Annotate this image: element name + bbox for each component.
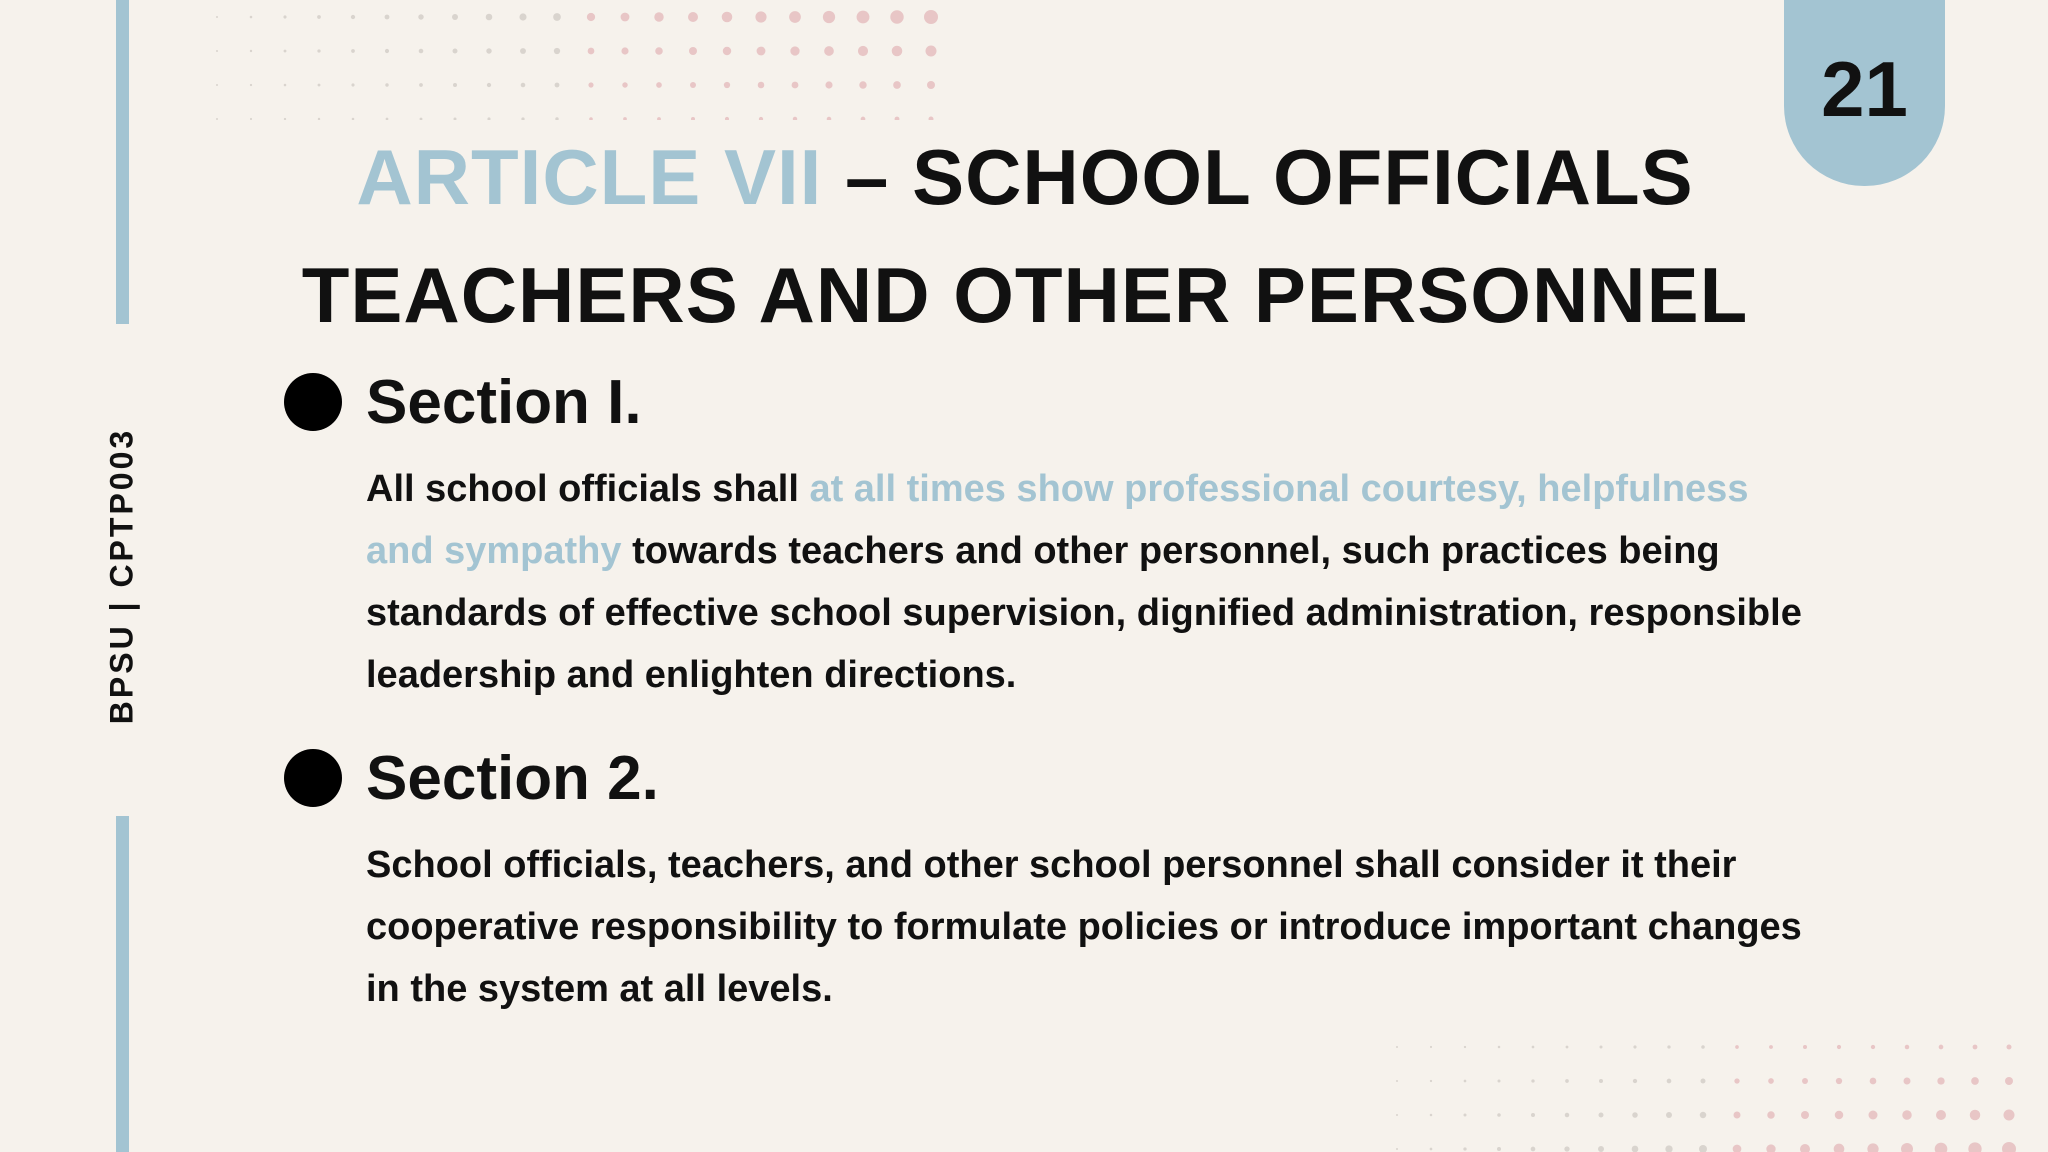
pattern-dot bbox=[1396, 1114, 1398, 1116]
pattern-dot bbox=[216, 118, 218, 120]
pattern-dot bbox=[486, 48, 491, 53]
pattern-dot bbox=[519, 13, 526, 20]
pattern-dot bbox=[1971, 1077, 1979, 1085]
pattern-dot bbox=[1837, 1045, 1841, 1049]
pattern-dot bbox=[1871, 1045, 1875, 1049]
pattern-dot bbox=[1532, 1046, 1535, 1049]
pattern-dot bbox=[419, 49, 424, 54]
pattern-dot bbox=[1800, 1144, 1810, 1152]
pattern-dot bbox=[1769, 1045, 1773, 1049]
pattern-dot bbox=[587, 13, 595, 21]
pattern-dot bbox=[1836, 1078, 1842, 1084]
pattern-dot bbox=[284, 84, 287, 87]
pattern-dot bbox=[385, 49, 389, 53]
pattern-dot bbox=[453, 83, 457, 87]
pattern-dot bbox=[1905, 1045, 1910, 1050]
section-1-title: Section I. bbox=[366, 367, 642, 437]
pattern-dot bbox=[588, 48, 595, 55]
pattern-dot bbox=[1802, 1078, 1808, 1084]
pattern-dot bbox=[1867, 1143, 1878, 1152]
pattern-dot bbox=[521, 83, 526, 88]
page-number: 21 bbox=[1821, 44, 1908, 133]
pattern-dot bbox=[723, 47, 731, 55]
pattern-dot bbox=[1598, 1146, 1604, 1152]
pattern-dot bbox=[1632, 1146, 1639, 1152]
pattern-dot bbox=[656, 82, 662, 88]
pattern-dot bbox=[621, 47, 628, 54]
pattern-dot bbox=[1870, 1078, 1877, 1085]
pattern-dot bbox=[654, 12, 663, 21]
pattern-dot bbox=[621, 13, 630, 22]
pattern-dot bbox=[419, 83, 423, 87]
pattern-dot bbox=[622, 82, 627, 87]
pattern-dot bbox=[1901, 1143, 1913, 1152]
pattern-dot bbox=[1834, 1144, 1845, 1152]
pattern-dot bbox=[926, 46, 937, 57]
pattern-dot bbox=[250, 16, 253, 19]
bullet-icon bbox=[284, 373, 342, 431]
title-accent: ARTICLE VII bbox=[356, 133, 823, 221]
pattern-dot bbox=[1700, 1112, 1707, 1119]
bullet-icon bbox=[284, 749, 342, 807]
pattern-dot bbox=[792, 82, 799, 89]
pattern-dot bbox=[1600, 1046, 1603, 1049]
pattern-dot bbox=[317, 49, 320, 52]
pattern-dot bbox=[1430, 1148, 1433, 1151]
pattern-dot bbox=[1464, 1114, 1467, 1117]
pattern-dot bbox=[758, 82, 765, 89]
pattern-dot bbox=[1566, 1046, 1569, 1049]
pattern-dot bbox=[283, 15, 286, 18]
pattern-dot bbox=[216, 50, 218, 52]
pattern-dot bbox=[1464, 1046, 1466, 1048]
pattern-dot bbox=[1939, 1045, 1944, 1050]
pattern-dot bbox=[1835, 1111, 1844, 1120]
pattern-dot bbox=[351, 49, 355, 53]
section-2 bbox=[284, 736, 1806, 1020]
pattern-dot bbox=[1803, 1045, 1807, 1049]
pattern-dot bbox=[1430, 1114, 1433, 1117]
pattern-dot bbox=[351, 15, 355, 19]
pattern-dot bbox=[823, 11, 835, 23]
pattern-dot bbox=[859, 81, 866, 88]
page-number-tab bbox=[1784, 0, 1945, 186]
pattern-dot bbox=[250, 118, 252, 120]
pattern-dot bbox=[1633, 1045, 1636, 1048]
pattern-dot bbox=[1599, 1079, 1603, 1083]
section-2-body: School officials, teachers, and other school personnel shall consider it their cooperative responsibility to formulate policies or introduce important changes in the system at all levels. bbox=[366, 844, 1802, 1010]
pattern-dot bbox=[1973, 1045, 1978, 1050]
pattern-dot bbox=[2007, 1045, 2012, 1050]
pattern-dot bbox=[1667, 1045, 1670, 1048]
pattern-dot bbox=[216, 84, 218, 86]
pattern-dot bbox=[1937, 1077, 1944, 1084]
section-1-body bbox=[366, 458, 1806, 706]
title-line-1 bbox=[260, 118, 1790, 236]
pattern-dot bbox=[1396, 1148, 1398, 1150]
pattern-dot bbox=[1935, 1143, 1948, 1152]
pattern-dot bbox=[722, 12, 733, 23]
pattern-dot bbox=[890, 10, 903, 23]
pattern-dot bbox=[757, 47, 766, 56]
pattern-dot bbox=[924, 10, 938, 24]
pattern-dot bbox=[385, 83, 388, 86]
pattern-dot bbox=[690, 82, 696, 88]
title-line-1-rest: – SCHOOL OFFICIALS bbox=[822, 133, 1694, 221]
pattern-dot bbox=[2004, 1110, 2015, 1121]
pattern-dot bbox=[1801, 1111, 1809, 1119]
pattern-dot bbox=[2002, 1142, 2016, 1152]
pattern-dot bbox=[487, 83, 491, 87]
pattern-dot bbox=[351, 83, 354, 86]
pattern-dot bbox=[1531, 1113, 1535, 1117]
pattern-dot bbox=[892, 46, 903, 57]
pattern-dot bbox=[688, 12, 698, 22]
pattern-dot bbox=[1633, 1079, 1637, 1083]
pattern-dot bbox=[555, 83, 560, 88]
pattern-dot bbox=[554, 48, 560, 54]
pattern-dot bbox=[789, 11, 801, 23]
pattern-dot bbox=[1904, 1078, 1911, 1085]
pattern-dot bbox=[1497, 1147, 1501, 1151]
pattern-dot bbox=[520, 48, 526, 54]
slide-title bbox=[260, 118, 1790, 354]
pattern-dot bbox=[824, 46, 834, 56]
pattern-dot bbox=[1430, 1046, 1432, 1048]
pattern-dot bbox=[1463, 1147, 1466, 1150]
dot-pattern-bottom bbox=[1380, 1030, 2048, 1152]
pattern-dot bbox=[250, 84, 252, 86]
pattern-dot bbox=[1734, 1078, 1739, 1083]
pattern-dot bbox=[858, 46, 868, 56]
pattern-dot bbox=[486, 14, 493, 21]
pattern-dot bbox=[1497, 1113, 1501, 1117]
pattern-dot bbox=[1666, 1112, 1672, 1118]
section-1 bbox=[284, 360, 1806, 706]
pattern-dot bbox=[553, 13, 561, 21]
pattern-dot bbox=[1733, 1145, 1742, 1152]
section-1-body-highlight: at all times show professional courtesy, helpfulness and sympathy bbox=[366, 468, 1749, 572]
pattern-dot bbox=[1531, 1079, 1534, 1082]
pattern-dot bbox=[1766, 1144, 1775, 1152]
pattern-dot bbox=[1767, 1111, 1775, 1119]
pattern-dot bbox=[1869, 1111, 1878, 1120]
pattern-dot bbox=[1565, 1079, 1569, 1083]
pattern-dot bbox=[1464, 1080, 1467, 1083]
pattern-dot bbox=[216, 16, 218, 18]
pattern-dot bbox=[1498, 1080, 1501, 1083]
pattern-dot bbox=[790, 46, 799, 55]
pattern-dot bbox=[1699, 1145, 1707, 1152]
pattern-dot bbox=[1936, 1110, 1946, 1120]
pattern-dot bbox=[1701, 1045, 1705, 1049]
pattern-dot bbox=[1498, 1046, 1501, 1049]
pattern-dot bbox=[1734, 1112, 1741, 1119]
pattern-dot bbox=[1632, 1112, 1638, 1118]
pattern-dot bbox=[1565, 1113, 1570, 1118]
pattern-dot bbox=[418, 14, 423, 19]
pattern-dot bbox=[1396, 1080, 1398, 1082]
pattern-dot bbox=[250, 50, 252, 52]
section-1-body-start: All school officials shall bbox=[366, 468, 810, 510]
pattern-dot bbox=[857, 11, 870, 24]
pattern-dot bbox=[1564, 1146, 1569, 1151]
pattern-dot bbox=[1768, 1078, 1774, 1084]
dot-pattern-top bbox=[200, 0, 960, 120]
pattern-dot bbox=[2005, 1077, 2013, 1085]
pattern-dot bbox=[1968, 1142, 1981, 1152]
pattern-dot bbox=[927, 81, 935, 89]
pattern-dot bbox=[385, 15, 390, 20]
pattern-dot bbox=[453, 49, 458, 54]
left-accent-bar-bottom bbox=[116, 816, 129, 1152]
section-1-heading bbox=[284, 360, 1806, 444]
pattern-dot bbox=[588, 82, 593, 87]
side-label: BPSU | CPTP003 bbox=[103, 427, 140, 725]
section-1-body-end: towards teachers and other personnel, such practices being standards of effective school supervision, dignified administration, responsible leadership and enlighten directions. bbox=[366, 530, 1802, 696]
pattern-dot bbox=[284, 50, 287, 53]
pattern-dot bbox=[1396, 1046, 1398, 1048]
pattern-dot bbox=[1701, 1079, 1706, 1084]
pattern-dot bbox=[452, 14, 458, 20]
pattern-dot bbox=[1902, 1110, 1912, 1120]
pattern-dot bbox=[1735, 1045, 1739, 1049]
section-2-heading bbox=[284, 736, 1806, 820]
pattern-dot bbox=[755, 11, 766, 22]
pattern-dot bbox=[318, 84, 321, 87]
section-2-title: Section 2. bbox=[366, 743, 659, 813]
title-line-2: TEACHERS AND OTHER PERSONNEL bbox=[301, 251, 1749, 339]
pattern-dot bbox=[1970, 1110, 1981, 1121]
pattern-dot bbox=[1599, 1113, 1604, 1118]
pattern-dot bbox=[317, 15, 321, 19]
pattern-dot bbox=[893, 81, 901, 89]
pattern-dot bbox=[825, 81, 832, 88]
left-accent-bar-top bbox=[116, 0, 129, 324]
pattern-dot bbox=[689, 47, 697, 55]
pattern-dot bbox=[1531, 1147, 1536, 1152]
pattern-dot bbox=[724, 82, 730, 88]
pattern-dot bbox=[1667, 1079, 1672, 1084]
pattern-dot bbox=[1665, 1145, 1672, 1152]
pattern-dot bbox=[1430, 1080, 1432, 1082]
pattern-dot bbox=[655, 47, 663, 55]
